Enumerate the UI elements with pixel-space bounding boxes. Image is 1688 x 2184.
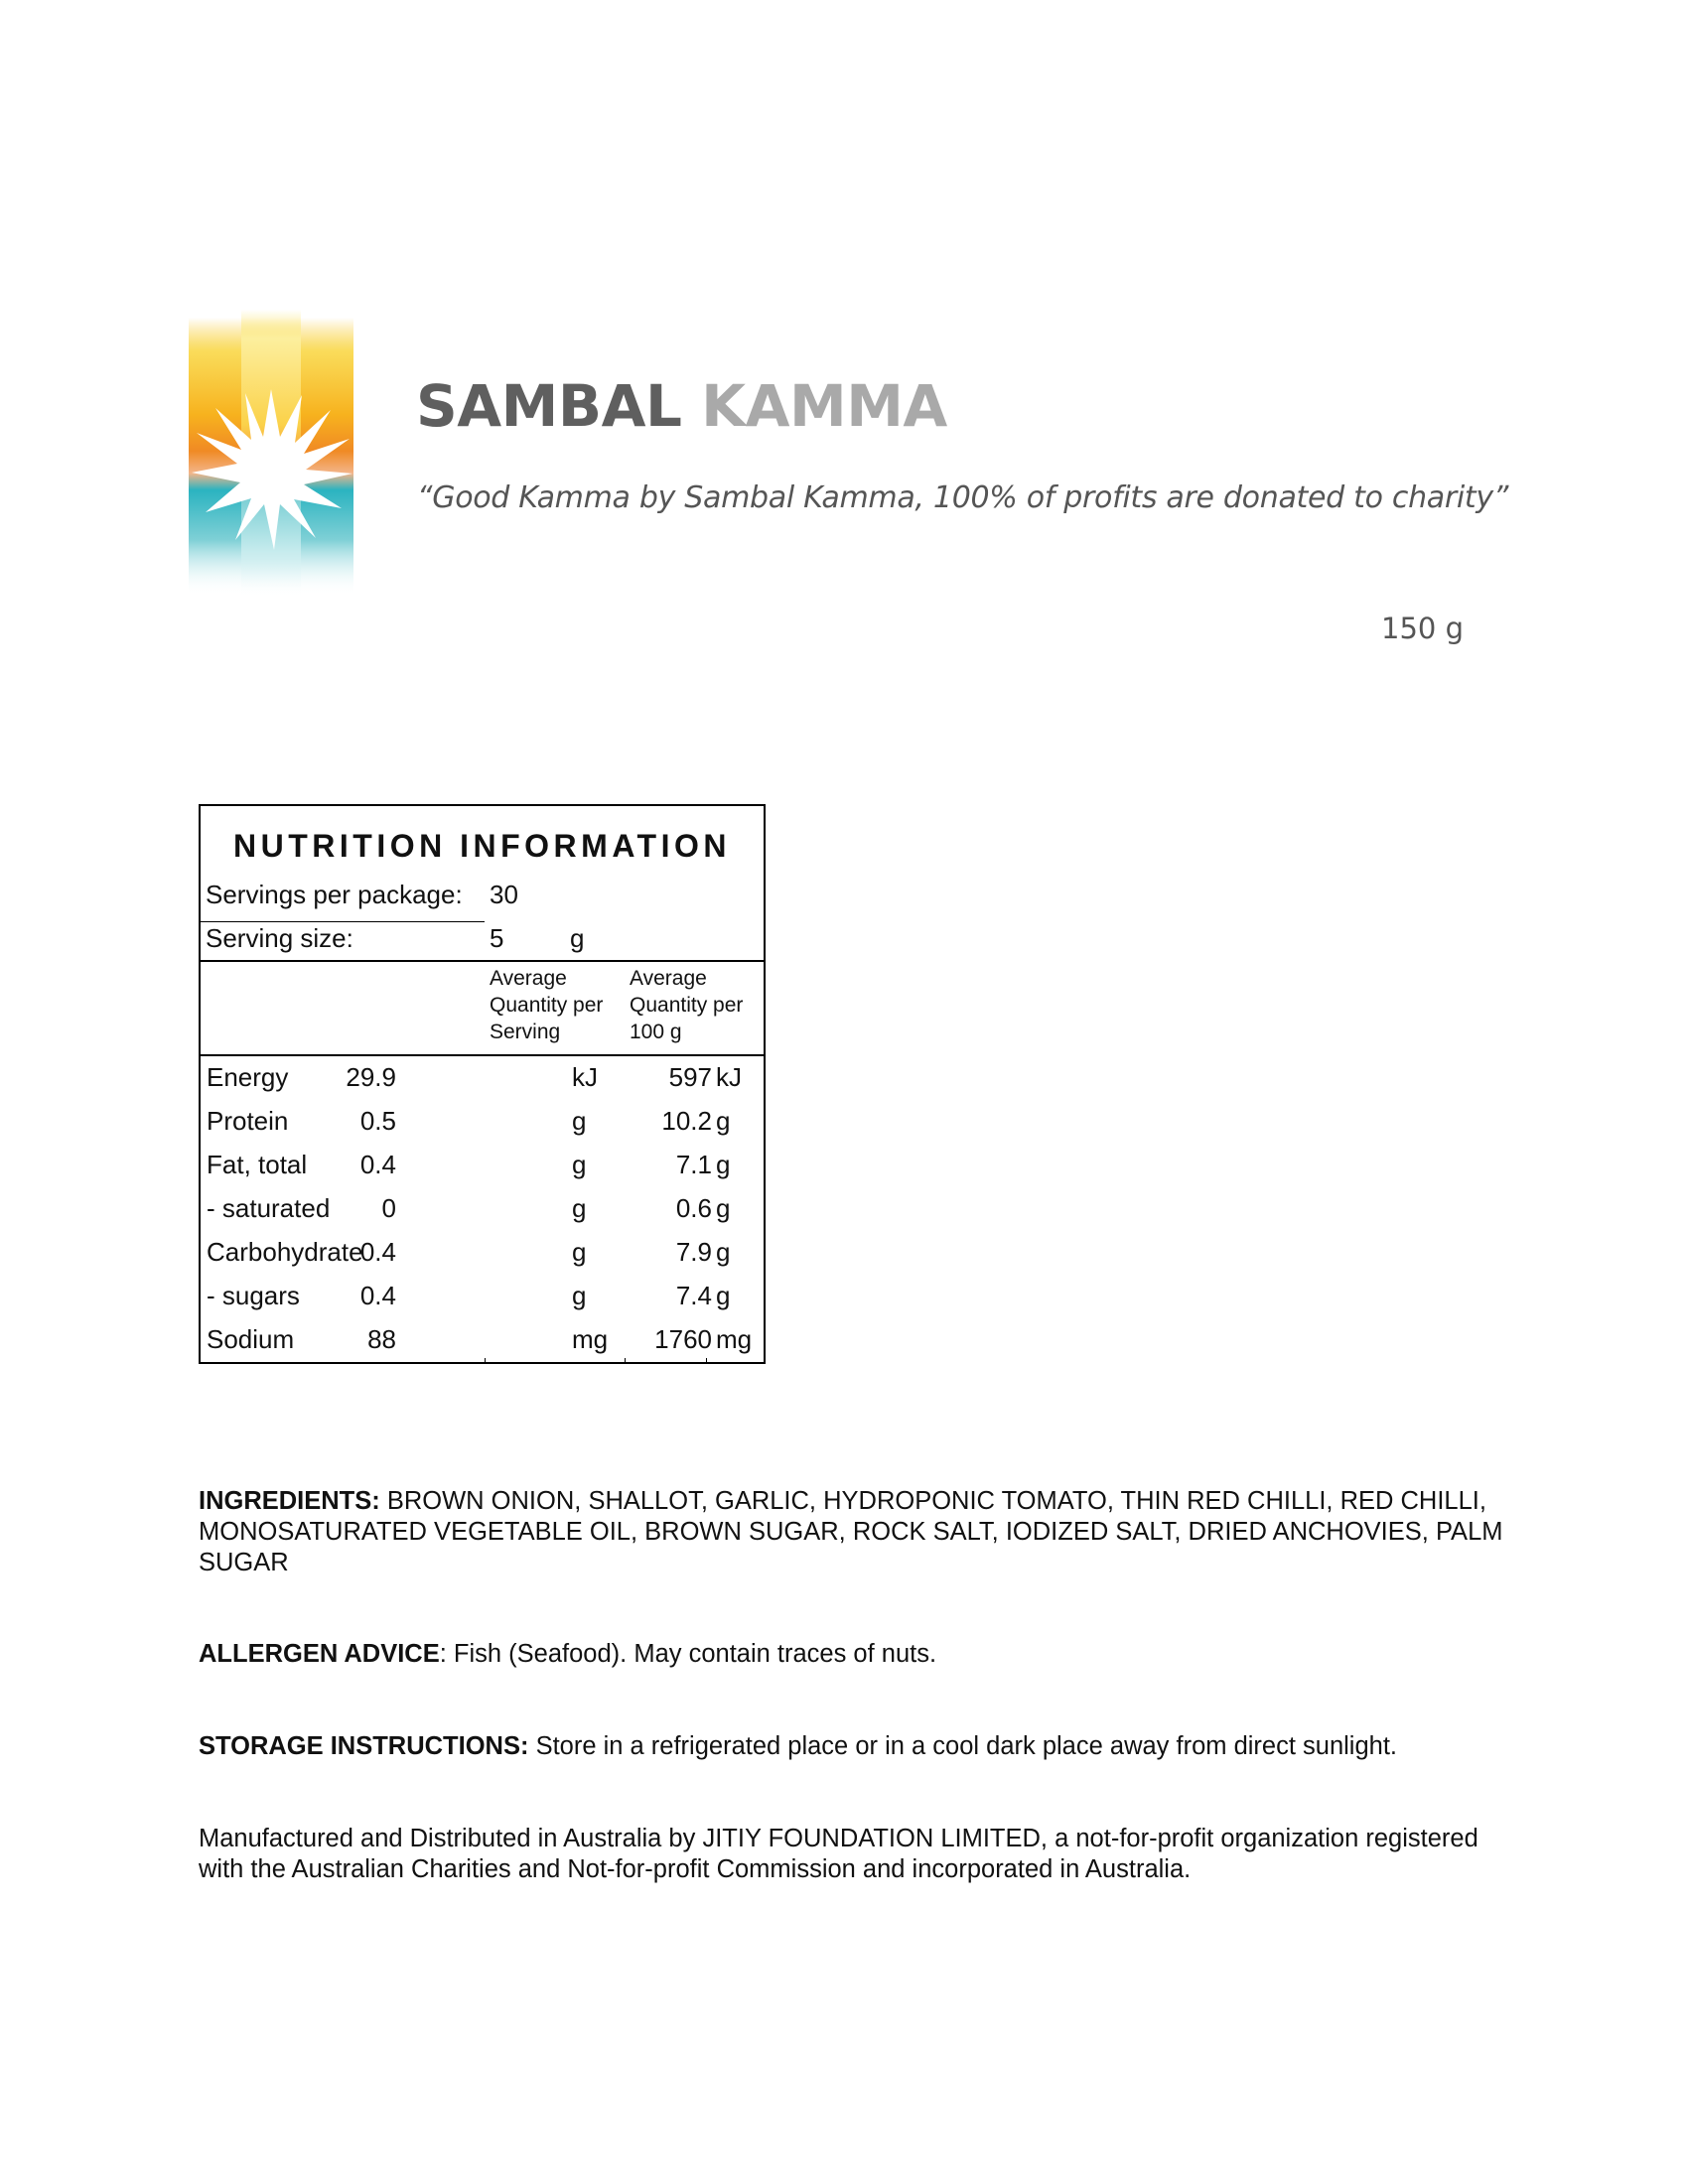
divider-header-top xyxy=(201,960,764,962)
allergen-text: : Fish (Seafood). May contain traces of nuts. xyxy=(439,1640,937,1668)
divider-servings xyxy=(201,921,485,922)
manufacturer-statement: Manufactured and Distributed in Australia by JITIY FOUNDATION LIMITED, a not-for-profit organization registered with the Australian Charities and Not-for-profit Commission and incorporated in Australia. xyxy=(199,1825,1478,1883)
nutrition-information-panel xyxy=(199,804,766,1364)
servings-label: Servings per package: xyxy=(206,880,463,909)
brand-title xyxy=(416,372,947,440)
ingredients-section xyxy=(199,1486,1509,1578)
nutrient-row: - sugars 0.4 g 7.4 g xyxy=(207,1281,731,1310)
nutrient-row: Carbohydrate 0.4 g 7.9 g xyxy=(207,1237,731,1267)
nutrient-row: Protein 0.5 g 10.2 g xyxy=(207,1106,731,1136)
storage-text: Store in a refrigerated place or in a cool dark place away from direct sunlight. xyxy=(535,1732,1397,1760)
nutrient-row: Sodium 88 mg 1760 mg xyxy=(207,1324,753,1354)
column-tick xyxy=(706,1358,707,1362)
column-tick xyxy=(485,1358,486,1362)
brand-word-sambal: SAMBAL xyxy=(416,372,682,440)
storage-section xyxy=(199,1731,1509,1762)
ingredients-text: BROWN ONION, SHALLOT, GARLIC, HYDROPONIC TOMATO, THIN RED CHILLI, RED CHILLI, MONOSATURATED VEGETABLE OIL, BROWN SUGAR, ROCK SALT, IODIZED SALT, DRIED ANCHOVIES, PALM SUGAR xyxy=(199,1487,1503,1576)
sun-star-logo xyxy=(189,310,353,596)
net-weight: 150 g xyxy=(1381,612,1464,645)
servings-value: 30 xyxy=(490,880,518,909)
serving-size-label: Serving size: xyxy=(206,923,353,953)
nutrient-row: Energy 29.9 kJ 597 kJ xyxy=(207,1062,742,1092)
allergen-section xyxy=(199,1639,1509,1670)
storage-label: STORAGE INSTRUCTIONS: xyxy=(199,1732,529,1760)
nutrient-row: Fat, total 0.4 g 7.1 g xyxy=(207,1150,731,1179)
nutrition-title: NUTRITION INFORMATION xyxy=(233,828,731,864)
tagline: “Good Kamma by Sambal Kamma, 100% of profits are donated to charity” xyxy=(417,480,1509,515)
ingredients-label: INGREDIENTS: xyxy=(199,1487,380,1515)
serving-size-unit: g xyxy=(570,923,585,953)
column-header-per-serving: Average Quantity per Serving xyxy=(490,967,604,1043)
nutrient-row: - saturated 0 g 0.6 g xyxy=(207,1193,731,1223)
brand-word-kamma: KAMMA xyxy=(701,372,947,440)
column-tick xyxy=(625,1358,626,1362)
column-header-per-100g: Average Quantity per 100 g xyxy=(630,967,744,1043)
allergen-label: ALLERGEN ADVICE xyxy=(199,1640,440,1668)
serving-size-value: 5 xyxy=(490,923,504,953)
